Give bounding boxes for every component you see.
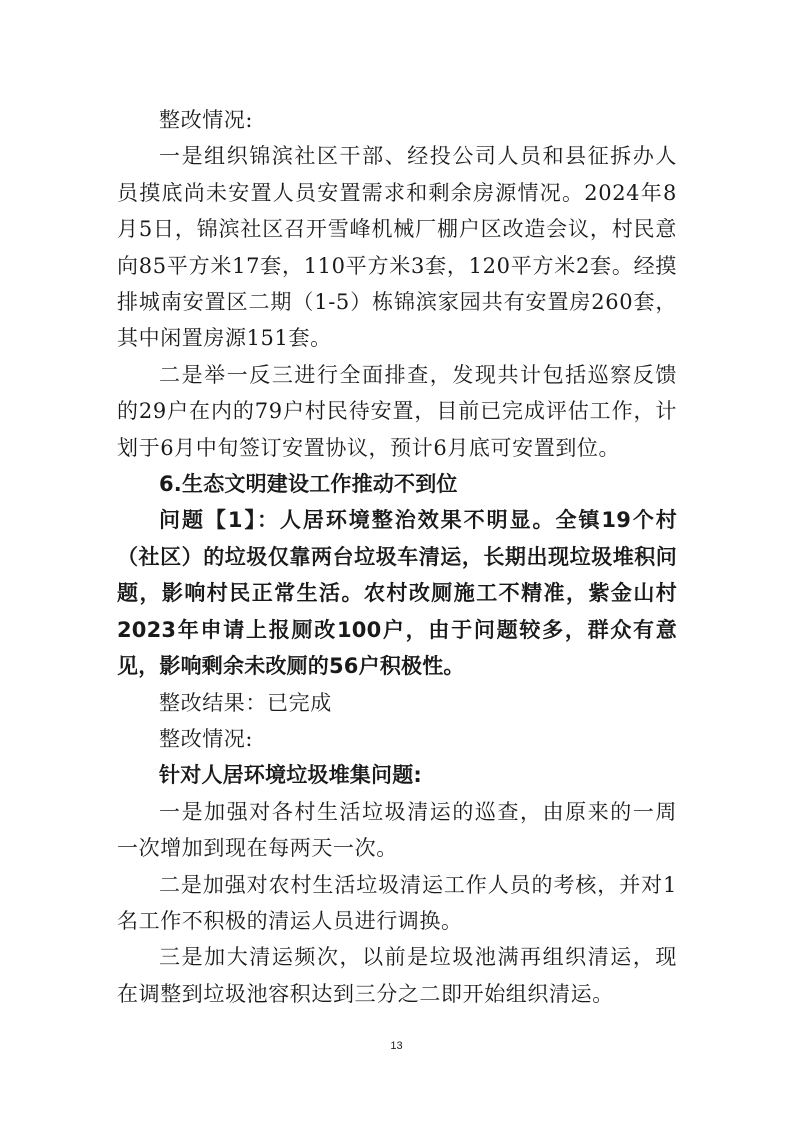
- section-heading-ecological: 6.生态文明建设工作推动不到位: [159, 472, 458, 497]
- document-body: [117, 102, 677, 1012]
- subheading-garbage-problem: 针对人居环境垃圾堆集问题:: [159, 763, 422, 788]
- paragraph-investigation: 一是组织锦滨社区干部、经投公司人员和县征拆办人员摸底尚未安置人员安置需求和剩余房源情况。2024年8月5日，锦滨社区召开雪峰机械厂棚户区改造会议，村民意向85平方米17套，110平方米3套，120平方米2套。经摸排城南安置区二期（1-5）栋锦滨家园共有安置房260套，其中闲置房源151套。: [117, 144, 677, 351]
- section-label-rectification-status: 整改情况:: [159, 108, 254, 132]
- paragraph-measure-3: 三是加大清运频次，以前是垃圾池满再组织清运，现在调整到垃圾池容积达到三分之二即开始组织清运。: [117, 945, 677, 1006]
- section-label-rectification-status-2: 整改情况:: [159, 726, 254, 751]
- problem-statement: 问题【1】：人居环境整治效果不明显。全镇19个村（社区）的垃圾仅靠两台垃圾车清运，长期出现垃圾堆积问题，影响村民正常生活。农村改厕施工不精准，紫金山村2023年申请上报厕改100户，由于问题较多，群众有意见，影响剩余未改厕的56户积极性。: [117, 508, 677, 679]
- paragraph-measure-1: 一是加强对各村生活垃圾清运的巡查，由原来的一周一次增加到现在每两天一次。: [117, 799, 677, 861]
- page-number: 13: [390, 1040, 403, 1052]
- rectification-result: 整改结果：已完成: [159, 690, 332, 715]
- paragraph-comprehensive-check: 二是举一反三进行全面排查，发现共计包括巡察反馈的29户在内的79户村民待安置，目前已完成评估工作，计划于6月中旬签订安置协议，预计6月底可安置到位。: [117, 362, 677, 460]
- paragraph-measure-2: 二是加强对农村生活垃圾清运工作人员的考核，并对1名工作不积极的清运人员进行调换。: [117, 872, 677, 933]
